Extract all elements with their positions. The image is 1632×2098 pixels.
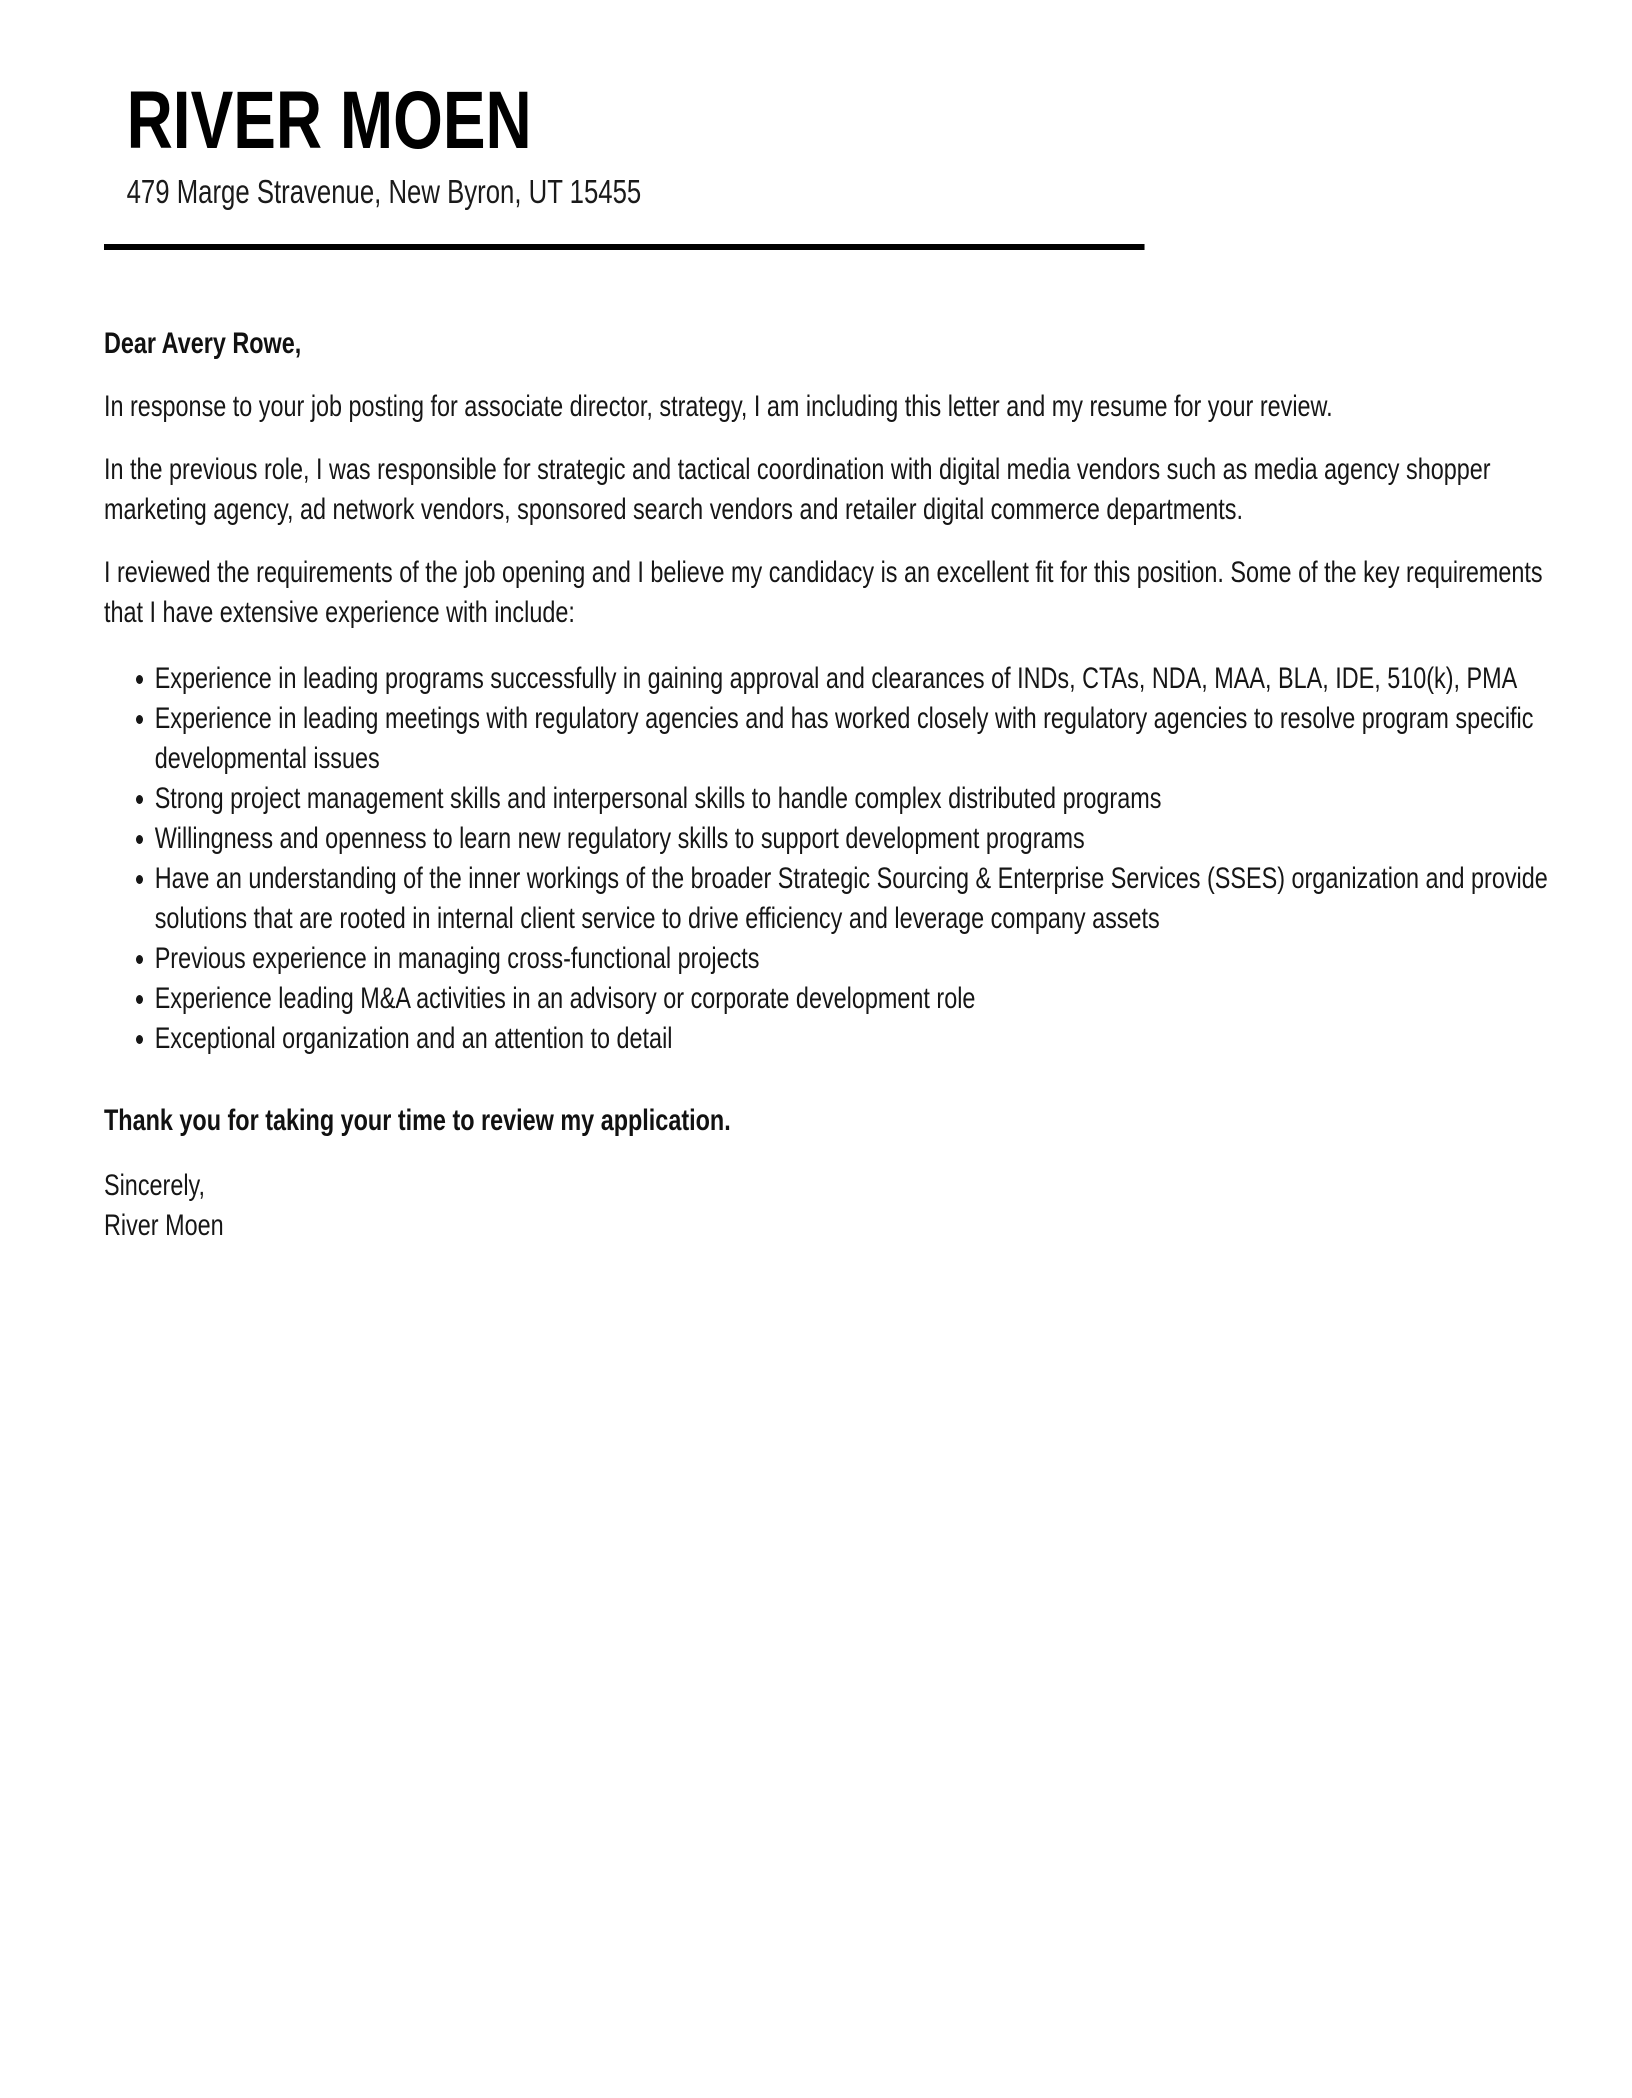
valediction: Sincerely,: [104, 1169, 206, 1202]
header-divider-rule: [104, 244, 1145, 250]
letter-header: [127, 76, 1563, 212]
closing-thanks: Thank you for taking your time to review my application.: [104, 1104, 731, 1137]
paragraph-requirements-intro: I reviewed the requirements of the job opening and I believe my candidacy is an excellent fit for this position. Some of the key requirements that I have extensive experience with include:: [104, 556, 1543, 629]
requirement-item: • Experience leading M&A activities in an advisory or corporate development role: [155, 979, 1563, 1019]
sender-name: RIVER MOEN: [126, 75, 532, 166]
requirement-item: • Have an understanding of the inner workings of the broader Strategic Sourcing & Enterprise Services (SSES) organization and provide solutions that are rooted in internal client service to drive efficiency and leverage company assets: [155, 859, 1563, 939]
requirement-item: • Willingness and openness to learn new regulatory skills to support development programs: [155, 819, 1563, 859]
requirement-item: • Experience in leading programs successfully in gaining approval and clearances of INDs, CTAs, NDA, MAA, BLA, IDE, 510(k), PMA: [155, 659, 1563, 699]
signature-name: River Moen: [104, 1209, 224, 1242]
requirements-list: [104, 659, 1563, 1059]
requirement-item: • Strong project management skills and interpersonal skills to handle complex distributed programs: [155, 779, 1563, 819]
letter-content: [104, 0, 1563, 1246]
requirement-item: • Experience in leading meetings with regulatory agencies and has worked closely with regulatory agencies to resolve program specific developmental issues: [155, 699, 1563, 779]
sender-address: 479 Marge Stravenue, New Byron, UT 15455: [126, 173, 642, 210]
requirement-item: • Previous experience in managing cross-functional projects: [155, 939, 1563, 979]
paragraph-response: In response to your job posting for associate director, strategy, I am including this letter and my resume for your review.: [104, 390, 1333, 423]
paragraph-previous-role: In the previous role, I was responsible for strategic and tactical coordination with digital media vendors such as media agency shopper marketing agency, ad network vendors, sponsored search vendors and retailer digital commerce departments.: [104, 453, 1491, 526]
salutation: Dear Avery Rowe,: [104, 327, 302, 360]
requirement-item: • Exceptional organization and an attention to detail: [155, 1019, 1563, 1059]
